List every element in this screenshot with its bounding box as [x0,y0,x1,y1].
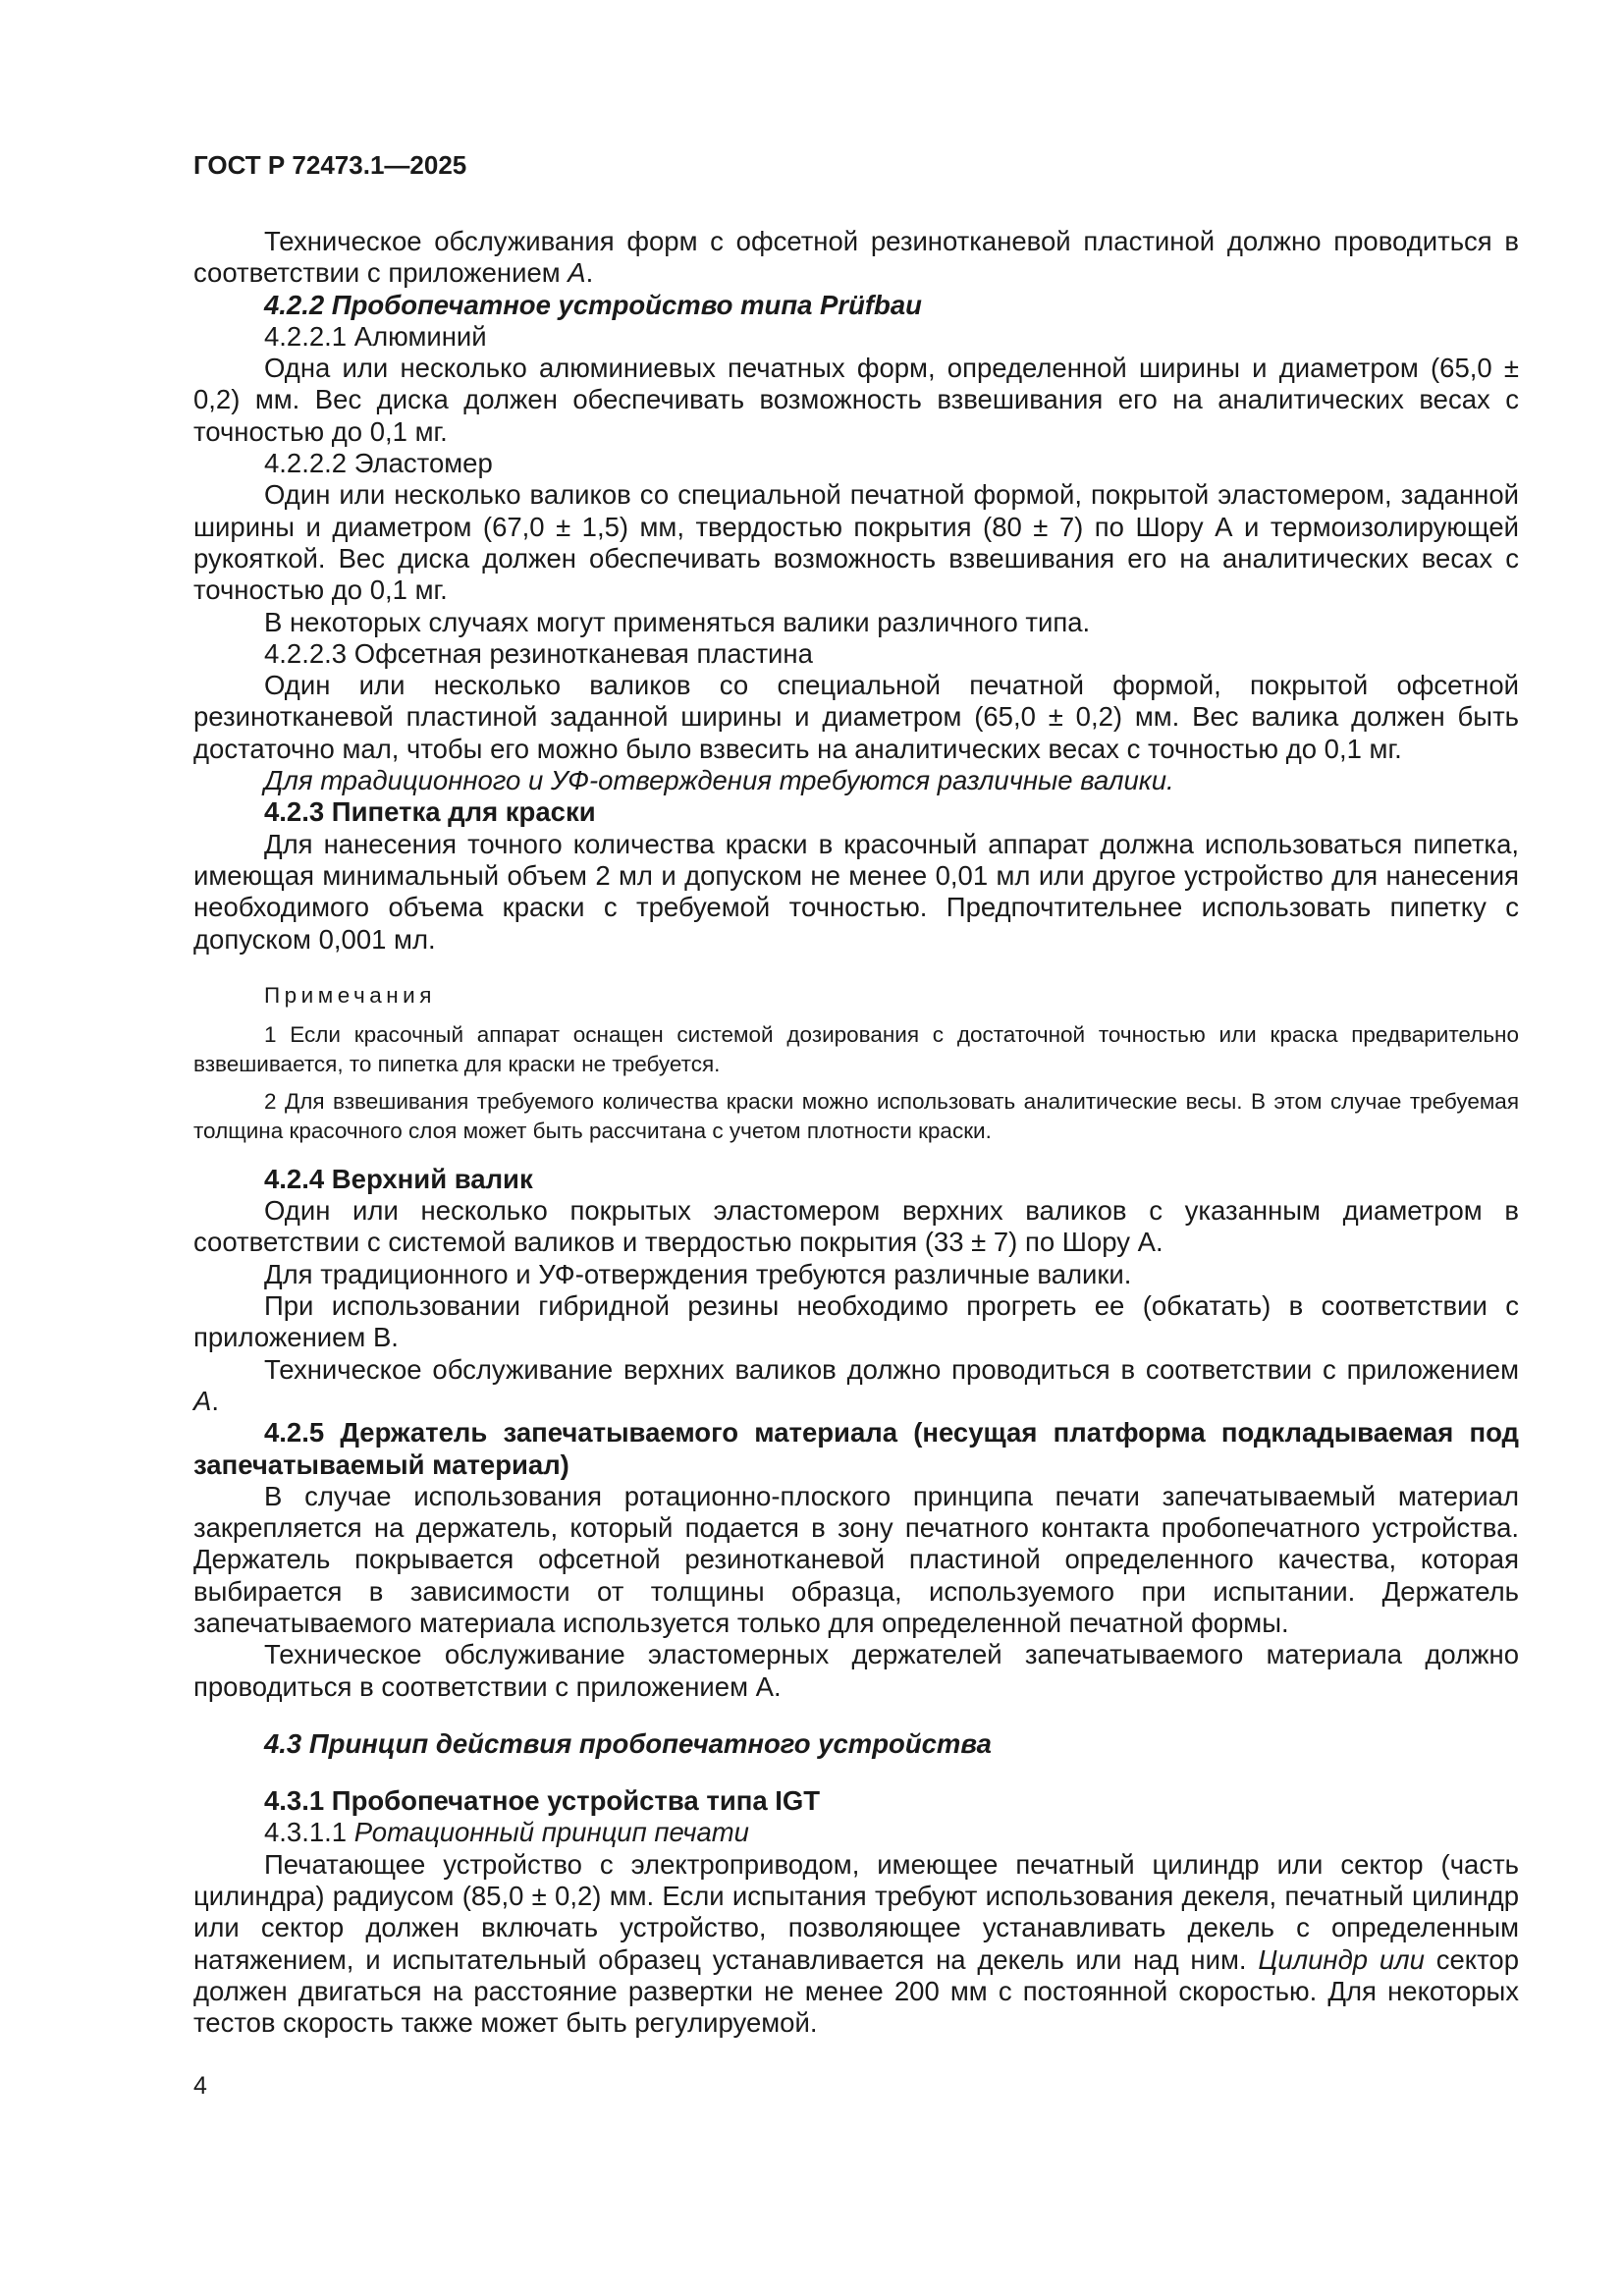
section-4-2-2-2-text-2: В некоторых случаях могут применяться валики различного типа. [264,606,1091,637]
section-4-2-5-text-2: Техническое обслуживание эластомерных держателей запечатываемого материала должно проводиться в соответствии с приложением А. [193,1639,1519,1702]
section-4-2-5-heading: 4.2.5 Держатель запечатываемого материала (несущая платформа подкладываемая под запечатываемый материал) [193,1417,1519,1480]
section-4-3-1-heading: 4.3.1 Пробопечатное устройства типа IGT [264,1785,821,1817]
section-4-2-3-text: Для нанесения точного количества краски в красочный аппарат должна использоваться пипетка, имеющая минимальный объем 2 мл и допуском не менее 0,01 мл или другое устройство для нанесения необходимого объема краски с требуемой точностью. Предпочтительнее использовать пипетку с допуском 0,001 мл. [193,828,1519,955]
section-4-2-4-text-2: Для традиционного и УФ-отверждения требуются различные валики. [264,1258,1132,1289]
section-4-2-2-2-text: Один или несколько валиков со специальной печатной формой, покрытой эластомером, заданной ширины и диаметром (67,0 ± 1,5) мм, твердостью покрытия (80 ± 7) по Шору А и термоизолирующей рукояткой. Вес диска должен обеспечивать возможность взвешивания его на аналитических весах с точностью до 0,1 мг. [193,479,1519,606]
section-4-2-4-heading: 4.2.4 Верхний валик [264,1163,533,1194]
section-4-2-5-text-1: В случае использования ротационно-плоского принципа печати запечатываемый материал закрепляется на держатель, который подается в зону печатного контакта пробопечатного устройства. Держатель покрывается офсетной резинотканевой пластиной определенного качества, которая выбирается в зависимости от толщины образца, используемого при испытании. Держатель запечатываемого материала используется только для определенной печатной формы. [193,1480,1519,1638]
section-4-2-2-3-heading: 4.2.2.3 Офсетная резинотканевая пластина [264,637,813,669]
section-4-2-4-text-1: Один или несколько покрытых эластомером верхних валиков с указанным диаметром в соответствии с системой валиков и твердостью покрытия (33 ± 7) по Шору А. [193,1195,1519,1258]
section-4-3-1-1-heading: 4.3.1.1 Ротационный принцип печати [264,1817,749,1848]
section-4-2-2-1-heading: 4.2.2.1 Алюминий [264,320,487,352]
note-1: 1 Если красочный аппарат оснащен системой дозирования с достаточной точностью или краска предварительно взвешивается, то пипетка для краски не требуется. [193,1021,1519,1076]
section-4-3-1-1-text: Печатающее устройство с электроприводом, имеющее печатный цилиндр или сектор (часть цилиндра) радиусом (85,0 ± 0,2) мм. Если испытания требуют использования декеля, печатный цилиндр или сектор должен включать устройство, позволяющее устанавливать декель с определенным натяжением, и испытательный образец устанавливается на декель или над ним. Цилиндр или сектор должен двигаться на расстояние развертки не менее 200 мм с постоянной скоростью. Для некоторых тестов скорость также может быть регулируемой. [193,1848,1520,2039]
section-4-2-4-text-4: Техническое обслуживание верхних валиков должно проводиться в соответствии с приложением А. [193,1353,1519,1416]
note-2: 2 Для взвешивания требуемого количества краски можно использовать аналитические весы. В этом случае требуемая толщина красочного слоя может быть рассчитана с учетом плотности краски. [193,1088,1519,1143]
document-header: ГОСТ Р 72473.1—2025 [193,150,467,180]
notes-heading: Примечания [264,982,436,1008]
section-4-3-heading: 4.3 Принцип действия пробопечатного устройства [264,1727,992,1759]
section-4-2-2-3-text: Один или несколько валиков со специальной печатной формой, покрытой офсетной резинотканевой пластиной заданной ширины и диаметром (65,0 ± 0,2) мм. Вес валика должен быть достаточно мал, чтобы его можно было взвесить на аналитических весах с точностью до 0,1 мг. [193,670,1519,764]
document-page [193,147,1519,2040]
section-4-2-2-heading: 4.2.2 Пробопечатное устройство типа Prüfbau [264,289,922,320]
section-4-2-2-1-text: Одна или несколько алюминиевых печатных форм, определенной ширины и диаметром (65,0 ± 0,2) мм. Вес диска должен обеспечивать возможность взвешивания его на аналитических весах с точностью до 0,1 мг. [193,353,1519,447]
paragraph-maintenance: Техническое обслуживания форм с офсетной резинотканевой пластиной должно проводиться в соответствии с приложением А. [193,226,1519,289]
section-4-2-2-2-heading: 4.2.2.2 Эластомер [264,448,493,479]
page-number: 4 [193,2072,207,2100]
section-4-2-4-text-3: При использовании гибридной резины необходимо прогреть ее (обкатать) в соответствии с приложением В. [193,1290,1519,1353]
section-4-2-2-3-italic-note: Для традиционного и УФ-отверждения требуются различные валики. [264,765,1174,796]
section-4-2-3-heading: 4.2.3 Пипетка для краски [264,796,596,828]
